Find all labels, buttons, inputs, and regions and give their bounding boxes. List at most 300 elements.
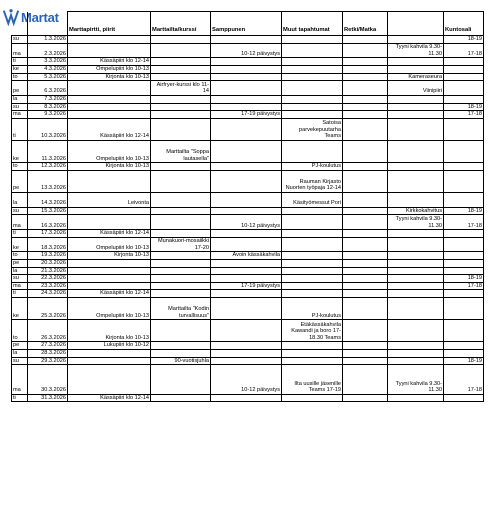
retki-matka-cell — [343, 230, 388, 238]
table-row — [12, 36, 484, 44]
samppunen-cell — [211, 192, 282, 207]
logo-text: Martat — [21, 9, 59, 25]
day-cell: to — [12, 320, 28, 342]
marttapirtti-cell — [68, 260, 151, 268]
date-cell: 27.3.2026 — [28, 342, 68, 350]
retki-matka-cell — [343, 320, 388, 342]
extra-cell — [388, 298, 444, 320]
marttapirtti-cell: Ompelupiiri klo 10-13 — [68, 65, 151, 73]
kuntosali-cell — [444, 140, 484, 162]
extra-cell — [388, 230, 444, 238]
retki-matka-cell — [343, 267, 388, 275]
date-cell: 25.3.2026 — [28, 298, 68, 320]
retki-matka-cell — [343, 394, 388, 402]
day-cell: to — [12, 252, 28, 260]
marttailta-cell — [151, 65, 211, 73]
marttailta-cell — [151, 215, 211, 230]
retki-matka-cell — [343, 237, 388, 252]
day-cell: ma — [12, 215, 28, 230]
day-cell: ke — [12, 237, 28, 252]
day-cell: pe — [12, 342, 28, 350]
samppunen-cell — [211, 230, 282, 238]
kuntosali-cell: 18-19 — [444, 103, 484, 111]
kuntosali-cell — [444, 73, 484, 81]
day-cell: ti — [12, 230, 28, 238]
retki-matka-cell — [343, 192, 388, 207]
header-extra — [388, 12, 444, 36]
extra-cell: Kameraseura — [388, 73, 444, 81]
marttapirtti-cell: Kirjonta klo 10-13 — [68, 73, 151, 81]
retki-matka-cell — [343, 290, 388, 298]
marttapirtti-cell — [68, 111, 151, 119]
muut-tapahtumat-cell — [282, 394, 343, 402]
table-row — [12, 118, 484, 140]
marttapirtti-cell — [68, 267, 151, 275]
day-cell: la — [12, 350, 28, 358]
muut-tapahtumat-cell — [282, 260, 343, 268]
marttapirtti-cell — [68, 170, 151, 192]
kuntosali-cell: 18-19 — [444, 357, 484, 365]
table-row — [12, 394, 484, 402]
marttapirtti-cell: Kässäpiiri klo 12-14 — [68, 58, 151, 66]
kuntosali-cell — [444, 65, 484, 73]
table-row — [12, 230, 484, 238]
marttailta-cell: Marttailta "Kodin turvallisuus" — [151, 298, 211, 320]
muut-tapahtumat-cell — [282, 207, 343, 215]
day-cell: ti — [12, 58, 28, 66]
kuntosali-cell: 17-18 — [444, 365, 484, 395]
day-cell: ke — [12, 65, 28, 73]
day-cell: su — [12, 275, 28, 283]
day-cell: ti — [12, 118, 28, 140]
day-cell: ti — [12, 394, 28, 402]
samppunen-cell — [211, 73, 282, 81]
header-marttailta: Marttailta/kurssi — [151, 12, 211, 36]
extra-cell — [388, 95, 444, 103]
table-row — [12, 357, 484, 365]
marttailta-cell — [151, 350, 211, 358]
marttailta-cell — [151, 342, 211, 350]
retki-matka-cell — [343, 73, 388, 81]
retki-matka-cell — [343, 103, 388, 111]
date-cell: 8.3.2026 — [28, 103, 68, 111]
marttapirtti-cell: Kässäpiiri klo 12-14 — [68, 290, 151, 298]
header-muut-tapahtumat: Muut tapahtumat — [282, 12, 343, 36]
retki-matka-cell — [343, 170, 388, 192]
muut-tapahtumat-cell — [282, 95, 343, 103]
date-cell: 11.3.2026 — [28, 140, 68, 162]
table-row — [12, 237, 484, 252]
kuntosali-cell — [444, 170, 484, 192]
table-row — [12, 350, 484, 358]
samppunen-cell — [211, 298, 282, 320]
samppunen-cell — [211, 95, 282, 103]
marttailta-cell — [151, 290, 211, 298]
marttailta-cell: Munakuori-mosaiikki 17-20 — [151, 237, 211, 252]
kuntosali-cell: 18-19 — [444, 275, 484, 283]
retki-matka-cell — [343, 357, 388, 365]
marttapirtti-cell — [68, 95, 151, 103]
extra-cell — [388, 140, 444, 162]
extra-cell: Viinipiiri — [388, 81, 444, 96]
retki-matka-cell — [343, 81, 388, 96]
marttapirtti-cell — [68, 275, 151, 283]
retki-matka-cell — [343, 43, 388, 58]
retki-matka-cell — [343, 163, 388, 171]
samppunen-cell — [211, 394, 282, 402]
extra-cell — [388, 357, 444, 365]
marttapirtti-cell: Kässäpiiri klo 12-14 — [68, 394, 151, 402]
muut-tapahtumat-cell — [282, 58, 343, 66]
muut-tapahtumat-cell — [282, 36, 343, 44]
marttapirtti-cell — [68, 215, 151, 230]
muut-tapahtumat-cell — [282, 350, 343, 358]
day-cell: la — [12, 95, 28, 103]
extra-cell — [388, 58, 444, 66]
marttailta-cell — [151, 118, 211, 140]
day-cell: ma — [12, 282, 28, 290]
table-row — [12, 298, 484, 320]
muut-tapahtumat-cell — [282, 357, 343, 365]
marttailta-cell: Airfryer-kurssi klo 11-14 — [151, 81, 211, 96]
samppunen-cell: Avoin kässäkahvila — [211, 252, 282, 260]
retki-matka-cell — [343, 36, 388, 44]
muut-tapahtumat-cell: Rauman Kirjasto Nuorten työpaja 12-14 — [282, 170, 343, 192]
kuntosali-cell — [444, 58, 484, 66]
kuntosali-cell — [444, 192, 484, 207]
samppunen-cell — [211, 237, 282, 252]
day-cell: ke — [12, 298, 28, 320]
table-row — [12, 290, 484, 298]
kuntosali-cell — [444, 298, 484, 320]
day-cell: pe — [12, 260, 28, 268]
kuntosali-cell — [444, 95, 484, 103]
marttapirtti-cell: Kirjonta klo 10-13 — [68, 163, 151, 171]
extra-cell — [388, 282, 444, 290]
retki-matka-cell — [343, 252, 388, 260]
marttailta-cell — [151, 230, 211, 238]
muut-tapahtumat-cell — [282, 140, 343, 162]
retki-matka-cell — [343, 207, 388, 215]
samppunen-cell — [211, 163, 282, 171]
marttapirtti-cell: Lukupiiri klo 10-12 — [68, 342, 151, 350]
day-cell: to — [12, 73, 28, 81]
retki-matka-cell — [343, 275, 388, 283]
samppunen-cell — [211, 290, 282, 298]
muut-tapahtumat-cell — [282, 282, 343, 290]
marttailta-cell — [151, 192, 211, 207]
date-cell: 24.3.2026 — [28, 290, 68, 298]
table-row — [12, 215, 484, 230]
kuntosali-cell: 18-19 — [444, 207, 484, 215]
muut-tapahtumat-cell: Käsityömessut Pori — [282, 192, 343, 207]
header-day — [12, 12, 28, 36]
date-cell: 23.3.2026 — [28, 282, 68, 290]
date-cell: 22.3.2026 — [28, 275, 68, 283]
day-cell: ti — [12, 290, 28, 298]
retki-matka-cell — [343, 140, 388, 162]
date-cell: 29.3.2026 — [28, 357, 68, 365]
extra-cell: Tyyni kahvila 9.30-11.30 — [388, 365, 444, 395]
marttapirtti-cell — [68, 43, 151, 58]
extra-cell — [388, 65, 444, 73]
day-cell: ke — [12, 140, 28, 162]
marttapirtti-cell: Kässäpiiri klo 12-14 — [68, 230, 151, 238]
table-row — [12, 365, 484, 395]
kuntosali-cell — [444, 260, 484, 268]
marttapirtti-cell — [68, 350, 151, 358]
date-cell: 26.3.2026 — [28, 320, 68, 342]
extra-cell — [388, 267, 444, 275]
muut-tapahtumat-cell — [282, 81, 343, 96]
marttapirtti-cell: Kässäpiiri klo 12-14 — [68, 118, 151, 140]
retki-matka-cell — [343, 365, 388, 395]
table-row — [12, 275, 484, 283]
muut-tapahtumat-cell — [282, 237, 343, 252]
date-cell: 18.3.2026 — [28, 237, 68, 252]
extra-cell: Tyyni kahvila 9.30-11.30 — [388, 215, 444, 230]
muut-tapahtumat-cell: PJ-koulutus — [282, 298, 343, 320]
muut-tapahtumat-cell — [282, 290, 343, 298]
kuntosali-cell — [444, 252, 484, 260]
date-cell: 10.3.2026 — [28, 118, 68, 140]
table-row — [12, 103, 484, 111]
retki-matka-cell — [343, 282, 388, 290]
header-kuntosali: Kuntosali — [444, 12, 484, 36]
marttailta-cell — [151, 320, 211, 342]
samppunen-cell — [211, 118, 282, 140]
day-cell: pe — [12, 170, 28, 192]
marttailta-cell — [151, 95, 211, 103]
samppunen-cell: 10-12 päivystys — [211, 215, 282, 230]
samppunen-cell: 17-19 päivystys — [211, 282, 282, 290]
table-row — [12, 111, 484, 119]
marttailta-cell: Marttailta "Soppa lautasella" — [151, 140, 211, 162]
samppunen-cell — [211, 275, 282, 283]
extra-cell — [388, 192, 444, 207]
header-samppunen: Samppunen — [211, 12, 282, 36]
date-cell: 14.3.2026 — [28, 192, 68, 207]
extra-cell — [388, 320, 444, 342]
marttailta-cell — [151, 170, 211, 192]
date-cell: 31.3.2026 — [28, 394, 68, 402]
table-row — [12, 140, 484, 162]
retki-matka-cell — [343, 95, 388, 103]
muut-tapahtumat-cell — [282, 43, 343, 58]
marttailta-cell — [151, 73, 211, 81]
table-row — [12, 192, 484, 207]
marttapirtti-cell: Ompelupiiri klo 10-13 — [68, 298, 151, 320]
date-cell: 12.3.2026 — [28, 163, 68, 171]
retki-matka-cell — [343, 342, 388, 350]
muut-tapahtumat-cell — [282, 73, 343, 81]
kuntosali-cell: 17-18 — [444, 282, 484, 290]
header-marttapirtti: Marttapirtti, piirit — [68, 12, 151, 36]
date-cell: 6.3.2026 — [28, 81, 68, 96]
retki-matka-cell — [343, 215, 388, 230]
extra-cell — [388, 103, 444, 111]
samppunen-cell — [211, 357, 282, 365]
table-row — [12, 163, 484, 171]
header-retki-matka: Retki/Matka — [343, 12, 388, 36]
kuntosali-cell — [444, 394, 484, 402]
retki-matka-cell — [343, 298, 388, 320]
extra-cell — [388, 342, 444, 350]
day-cell: su — [12, 357, 28, 365]
muut-tapahtumat-cell: PJ-koulutus — [282, 163, 343, 171]
samppunen-cell — [211, 58, 282, 66]
date-cell: 16.3.2026 — [28, 215, 68, 230]
marttailta-cell — [151, 103, 211, 111]
day-cell: pe — [12, 81, 28, 96]
day-cell: ma — [12, 111, 28, 119]
table-row — [12, 260, 484, 268]
kuntosali-cell — [444, 290, 484, 298]
muut-tapahtumat-cell — [282, 65, 343, 73]
marttailta-cell — [151, 58, 211, 66]
samppunen-cell — [211, 65, 282, 73]
muut-tapahtumat-cell: Satoisa parvekepuutarha Teams — [282, 118, 343, 140]
marttapirtti-cell — [68, 103, 151, 111]
date-cell: 30.3.2026 — [28, 365, 68, 395]
marttapirtti-cell — [68, 357, 151, 365]
date-cell: 7.3.2026 — [28, 95, 68, 103]
muut-tapahtumat-cell — [282, 252, 343, 260]
samppunen-cell: 10-12 päivystys — [211, 43, 282, 58]
table-row — [12, 58, 484, 66]
extra-cell — [388, 170, 444, 192]
marttailta-cell — [151, 365, 211, 395]
retki-matka-cell — [343, 260, 388, 268]
kuntosali-cell: 17-18 — [444, 111, 484, 119]
date-cell: 21.3.2026 — [28, 267, 68, 275]
kuntosali-cell: 17-18 — [444, 43, 484, 58]
marttapirtti-cell: Ompelupiiri klo 10-13 — [68, 237, 151, 252]
date-cell: 1.3.2026 — [28, 36, 68, 44]
extra-cell: Kirkkokahvitus — [388, 207, 444, 215]
date-cell: 3.3.2026 — [28, 58, 68, 66]
date-cell: 17.3.2026 — [28, 230, 68, 238]
samppunen-cell — [211, 320, 282, 342]
table-row — [12, 170, 484, 192]
extra-cell — [388, 237, 444, 252]
extra-cell — [388, 275, 444, 283]
marttapirtti-cell: Ompelupiiri klo 10-13 — [68, 140, 151, 162]
muut-tapahtumat-cell: Ilta uusille jäsenille Teams 17-19 — [282, 365, 343, 395]
date-cell: 2.3.2026 — [28, 43, 68, 58]
retki-matka-cell — [343, 58, 388, 66]
marttailta-cell — [151, 252, 211, 260]
header-row — [12, 12, 484, 36]
samppunen-cell — [211, 350, 282, 358]
marttailta-cell — [151, 267, 211, 275]
date-cell: 28.3.2026 — [28, 350, 68, 358]
muut-tapahtumat-cell — [282, 275, 343, 283]
table-row — [12, 282, 484, 290]
day-cell: su — [12, 103, 28, 111]
samppunen-cell — [211, 103, 282, 111]
date-cell: 20.3.2026 — [28, 260, 68, 268]
samppunen-cell — [211, 140, 282, 162]
table-row — [12, 65, 484, 73]
marttapirtti-cell — [68, 365, 151, 395]
extra-cell — [388, 118, 444, 140]
extra-cell — [388, 260, 444, 268]
kuntosali-cell — [444, 230, 484, 238]
retki-matka-cell — [343, 65, 388, 73]
extra-cell — [388, 111, 444, 119]
kuntosali-cell — [444, 163, 484, 171]
marttapirtti-cell — [68, 81, 151, 96]
marttailta-cell — [151, 282, 211, 290]
table-row — [12, 207, 484, 215]
date-cell: 15.3.2026 — [28, 207, 68, 215]
marttapirtti-cell — [68, 282, 151, 290]
muut-tapahtumat-cell: Etäkässäkahvila Kawandi ja boro 17-18.30 Teams — [282, 320, 343, 342]
marttailta-cell — [151, 111, 211, 119]
table-row — [12, 342, 484, 350]
marttapirtti-cell — [68, 36, 151, 44]
extra-cell — [388, 252, 444, 260]
marttailta-cell — [151, 275, 211, 283]
extra-cell — [388, 36, 444, 44]
day-cell: su — [12, 207, 28, 215]
calendar-table — [11, 11, 484, 402]
retki-matka-cell — [343, 118, 388, 140]
extra-cell — [388, 350, 444, 358]
samppunen-cell: 17-19 päivystys — [211, 111, 282, 119]
kuntosali-cell: 17-18 — [444, 215, 484, 230]
samppunen-cell: 10-12 päivystys — [211, 365, 282, 395]
marttailta-cell — [151, 394, 211, 402]
retki-matka-cell — [343, 111, 388, 119]
kuntosali-cell: 18-19 — [444, 36, 484, 44]
day-cell: to — [12, 163, 28, 171]
samppunen-cell — [211, 342, 282, 350]
table-row — [12, 73, 484, 81]
muut-tapahtumat-cell — [282, 230, 343, 238]
header-date — [28, 12, 68, 36]
samppunen-cell — [211, 207, 282, 215]
date-cell: 19.3.2026 — [28, 252, 68, 260]
samppunen-cell — [211, 36, 282, 44]
kuntosali-cell — [444, 81, 484, 96]
marttailta-cell — [151, 43, 211, 58]
marttapirtti-cell: Kirjonta klo 10-13 — [68, 320, 151, 342]
kuntosali-cell — [444, 342, 484, 350]
samppunen-cell — [211, 170, 282, 192]
marttailta-cell: 90-vuotisjuhla — [151, 357, 211, 365]
extra-cell — [388, 394, 444, 402]
date-cell: 13.3.2026 — [28, 170, 68, 192]
day-cell: la — [12, 192, 28, 207]
day-cell: ma — [12, 365, 28, 395]
marttapirtti-cell: Kirjonta 10-13 — [68, 252, 151, 260]
kuntosali-cell — [444, 320, 484, 342]
kuntosali-cell — [444, 118, 484, 140]
marttailta-cell — [151, 36, 211, 44]
samppunen-cell — [211, 260, 282, 268]
samppunen-cell — [211, 267, 282, 275]
muut-tapahtumat-cell — [282, 103, 343, 111]
date-cell: 4.3.2026 — [28, 65, 68, 73]
table-row — [12, 252, 484, 260]
muut-tapahtumat-cell — [282, 342, 343, 350]
date-cell: 9.3.2026 — [28, 111, 68, 119]
marttailta-cell — [151, 163, 211, 171]
marttailta-cell — [151, 207, 211, 215]
marttapirtti-cell — [68, 207, 151, 215]
